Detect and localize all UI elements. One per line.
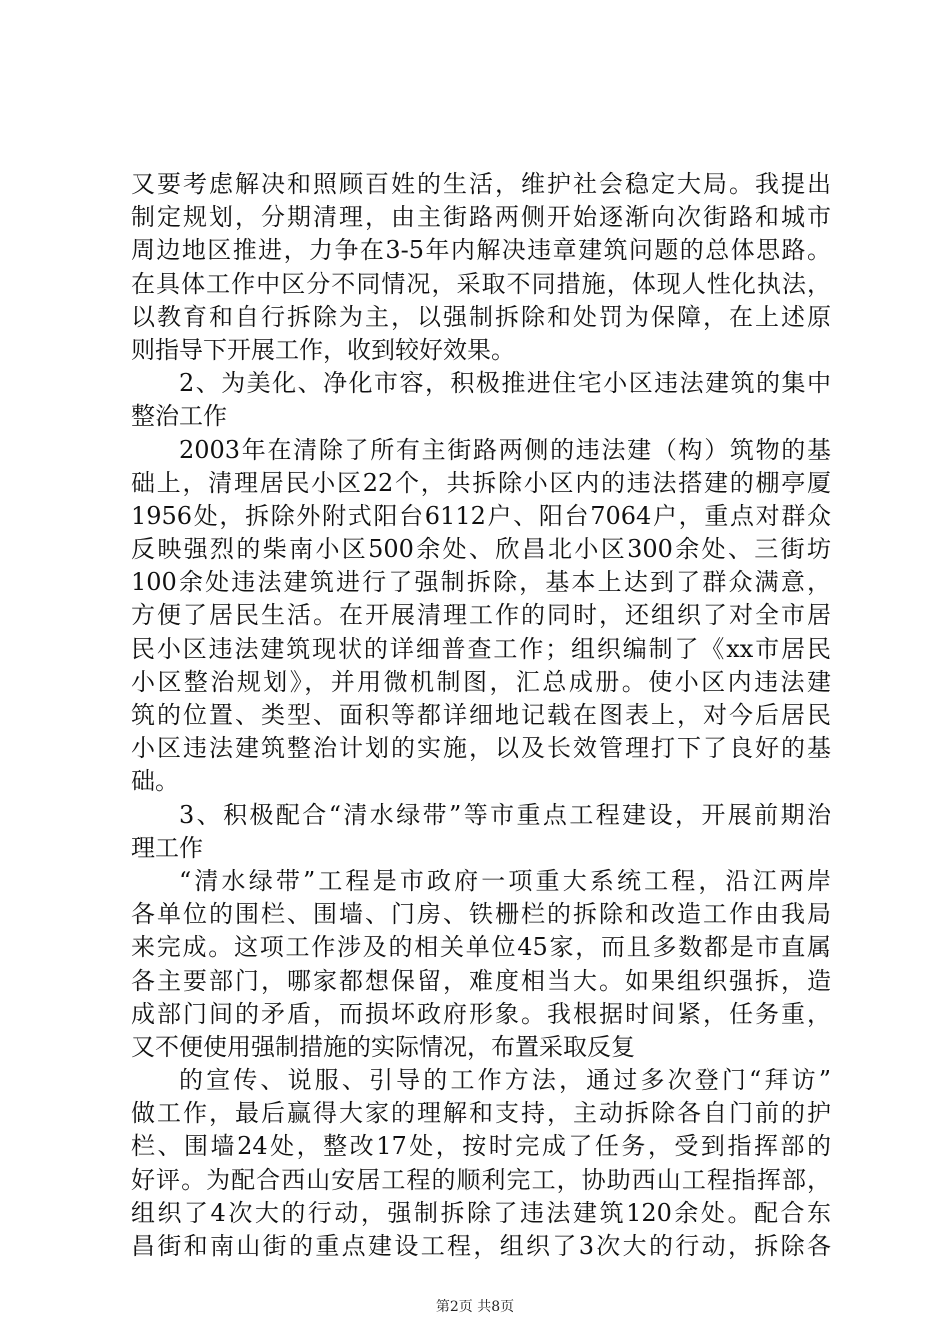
- text-line: 的宣传、说服、引导的工作方法，通过多次登门“拜访”: [179, 1066, 831, 1095]
- text-line: 小区违法建筑整治计划的实施，以及长效管理打下了良好的基: [131, 734, 831, 763]
- text-line: 小区整治规划》，并用微机制图，汇总成册。使小区内违法建: [131, 667, 831, 696]
- text-line: 周边地区推进，力争在3-5年内解决违章建筑问题的总体思路。: [131, 236, 831, 265]
- text-line: 反映强烈的柴南小区500余处、欣昌北小区300余处、三街坊: [131, 535, 831, 564]
- text-line: “清水绿带”工程是市政府一项重大系统工程，沿江两岸: [179, 866, 831, 895]
- text-line: 制定规划，分期清理，由主街路两侧开始逐渐向次街路和城市: [131, 203, 831, 232]
- text-line: 理工作: [131, 833, 203, 862]
- text-line: 100余处违法建筑进行了强制拆除，基本上达到了群众满意，: [131, 568, 831, 597]
- text-line: 组织了4次大的行动，强制拆除了违法建筑120余处。配合东: [131, 1198, 831, 1227]
- page-footer: 第2页 共8页: [435, 1299, 515, 1315]
- text-line: 在具体工作中区分不同情况，采取不同措施，体现人性化执法，: [131, 269, 831, 298]
- text-line: 成部门间的矛盾，而损坏政府形象。我根据时间紧，任务重，: [131, 999, 831, 1028]
- text-line: 以教育和自行拆除为主，以强制拆除和处罚为保障，在上述原: [131, 302, 831, 331]
- text-line: 昌街和南山街的重点建设工程，组织了3次大的行动，拆除各: [131, 1232, 831, 1260]
- text-line: 民小区违法建筑现状的详细普查工作；组织编制了《xx市居民: [131, 634, 831, 663]
- text-line: 础。: [131, 767, 179, 796]
- text-line: 1956处，拆除外附式阳台6112户、阳台7064户，重点对群众: [131, 501, 831, 530]
- text-line: 好评。为配合西山安居工程的顺利完工，协助西山工程指挥部，: [131, 1165, 831, 1194]
- text-line: 方便了居民生活。在开展清理工作的同时，还组织了对全市居: [131, 601, 831, 630]
- text-line: 则指导下开展工作，收到较好效果。: [131, 335, 515, 364]
- text-line: 础上，清理居民小区22个，共拆除小区内的违法搭建的棚亭厦: [131, 468, 831, 497]
- text-line: 2、为美化、净化市容，积极推进住宅小区违法建筑的集中: [179, 369, 831, 398]
- text-line: 又要考虑解决和照顾百姓的生活，维护社会稳定大局。我提出: [131, 170, 831, 198]
- text-line: 整治工作: [131, 402, 227, 431]
- text-line: 做工作，最后赢得大家的理解和支持，主动拆除各自门前的护: [131, 1099, 831, 1128]
- text-line: 又不便使用强制措施的实际情况，布置采取反复: [131, 1032, 635, 1061]
- document-body: [131, 168, 831, 1263]
- text-line: 各主要部门，哪家都想保留，难度相当大。如果组织强拆，造: [131, 966, 831, 995]
- text-line: 2003年在清除了所有主街路两侧的违法建（构）筑物的基: [179, 435, 831, 464]
- text-line: 栏、围墙24处，整改17处，按时完成了任务，受到指挥部的: [131, 1132, 831, 1161]
- text-line: 各单位的围栏、围墙、门房、铁栅栏的拆除和改造工作由我局: [131, 900, 831, 929]
- text-line: 筑的位置、类型、面积等都详细地记载在图表上，对今后居民: [131, 701, 831, 729]
- text-line: 来完成。这项工作涉及的相关单位45家，而且多数都是市直属: [131, 933, 831, 962]
- text-line: 3、积极配合“清水绿带”等市重点工程建设，开展前期治: [179, 800, 831, 829]
